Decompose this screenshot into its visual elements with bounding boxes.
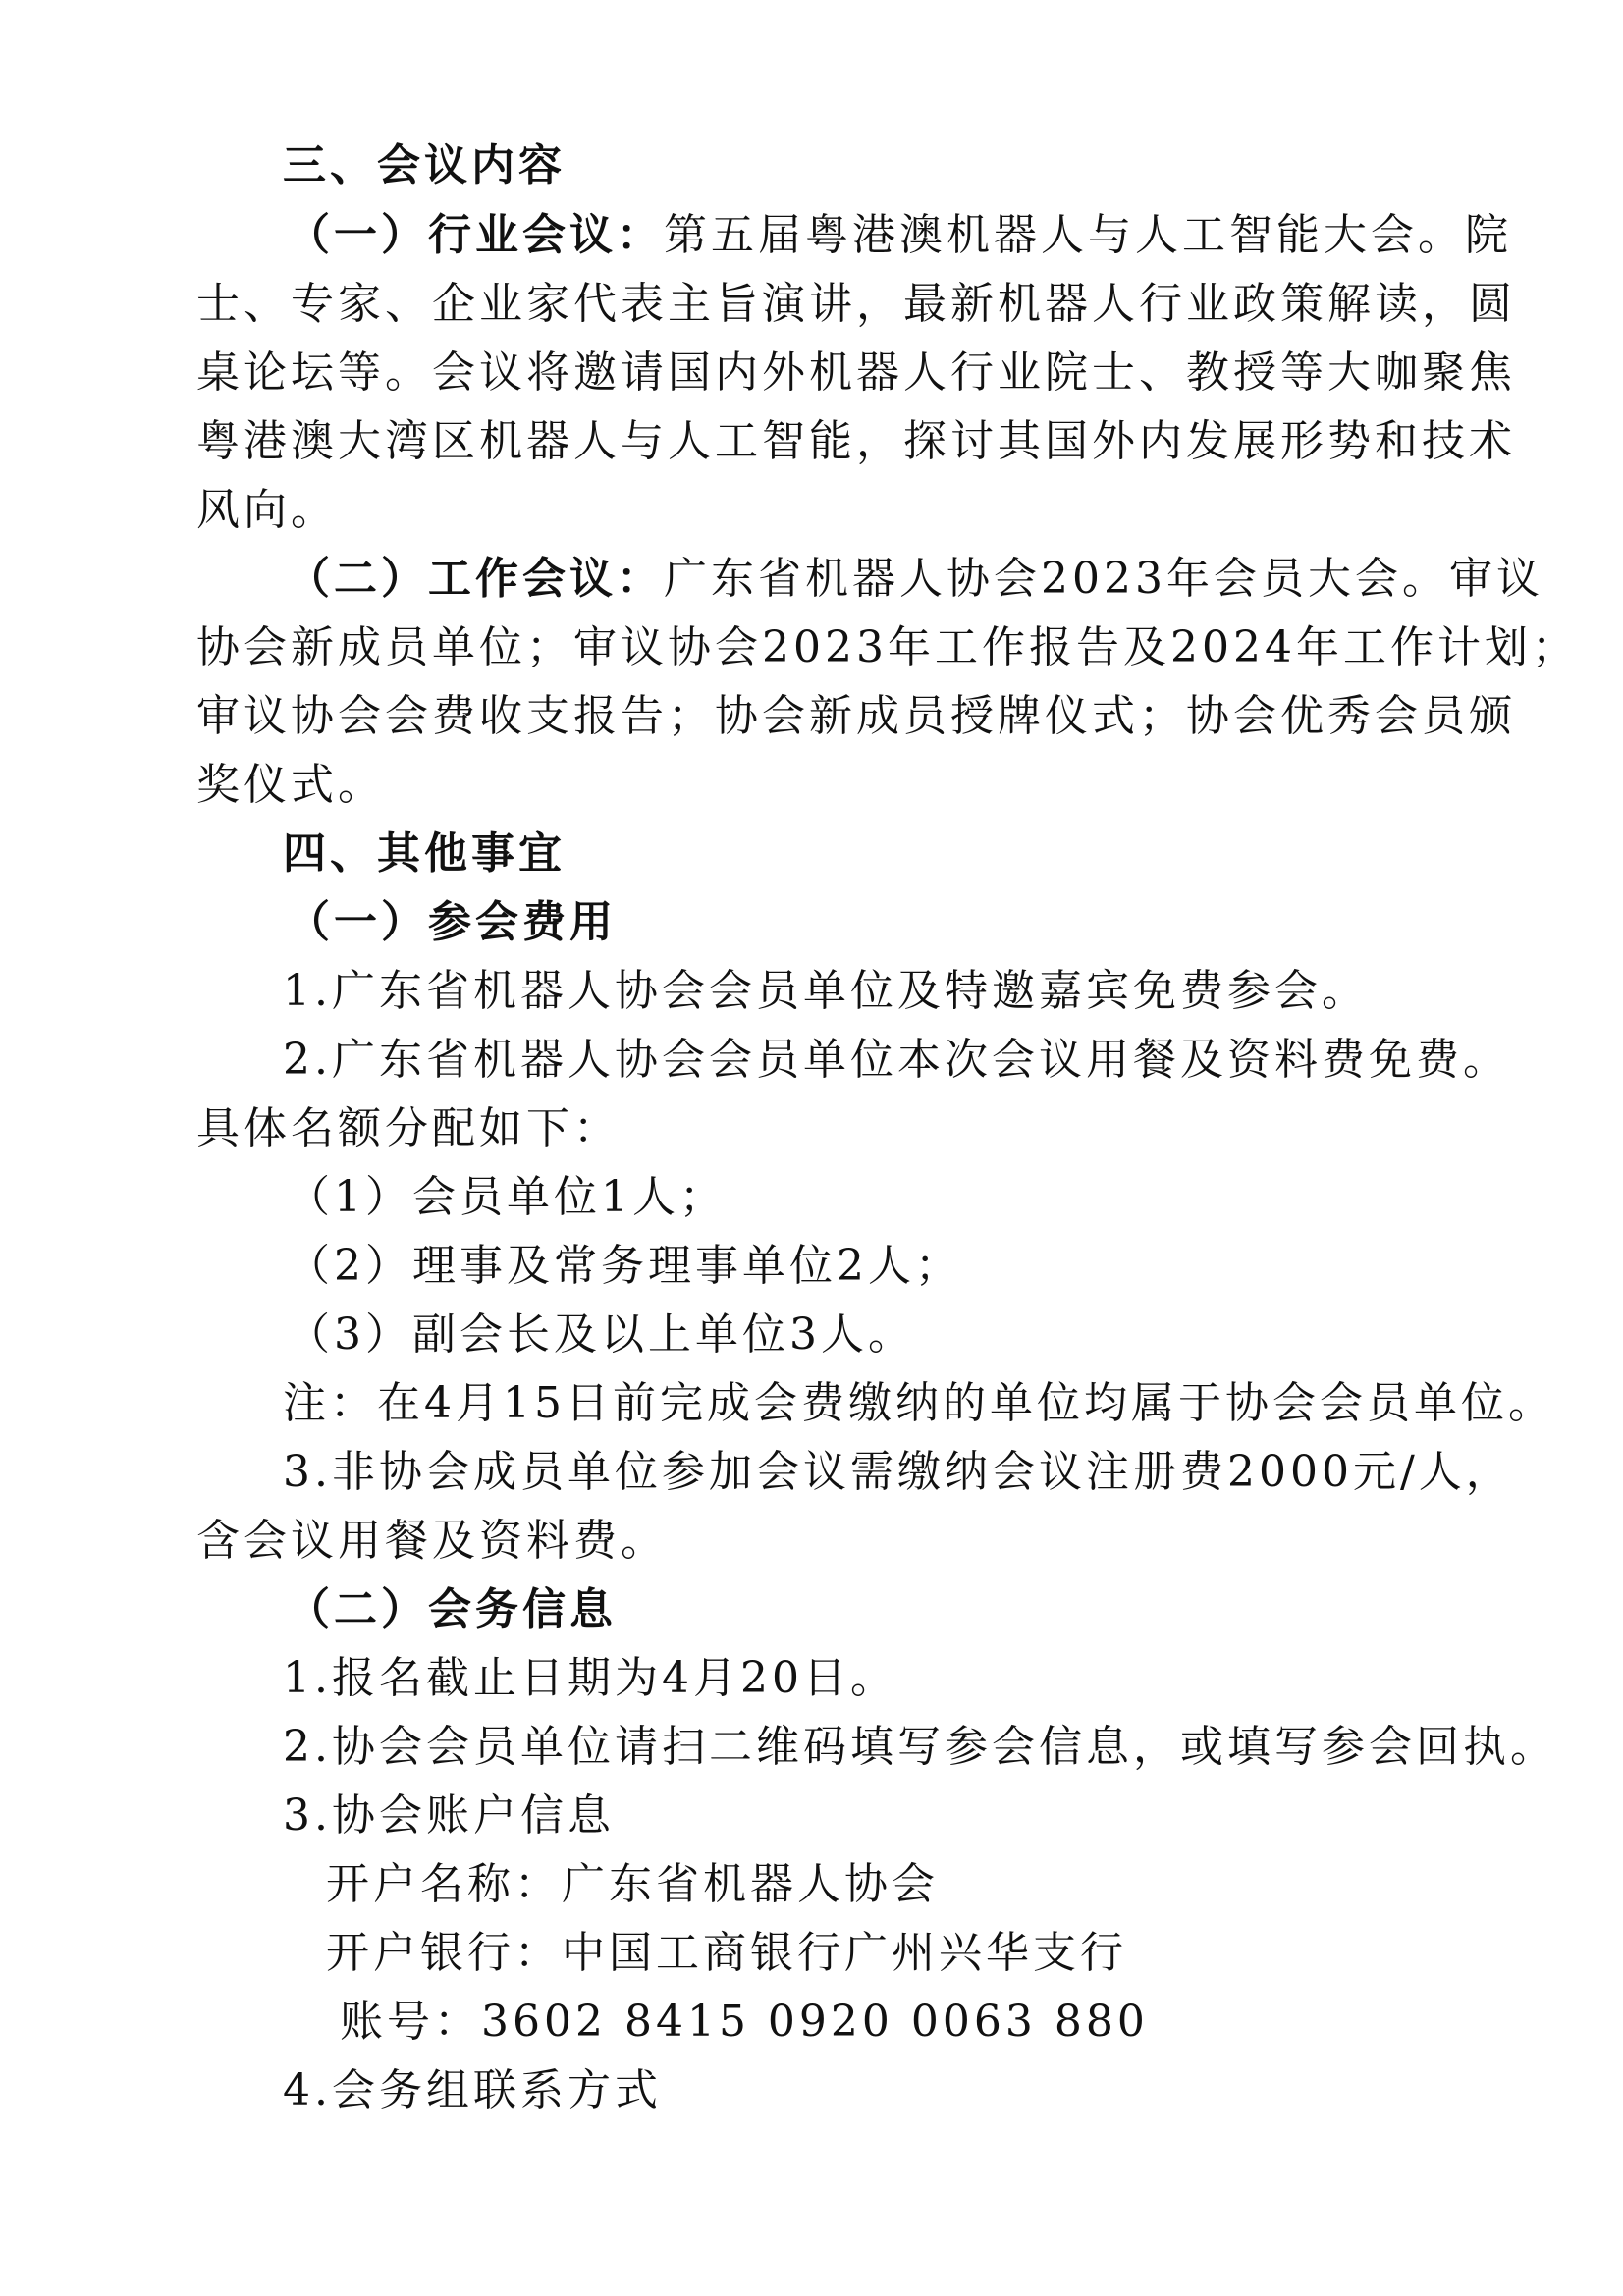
s4-fees-item-1: 1.广东省机器人协会会员单位及特邀嘉宾免费参会。 xyxy=(283,966,1369,1016)
s3-p1-label: （一）行业会议： xyxy=(287,210,664,260)
s4-fees-item-3-line-1: 3.非协会成员单位参加会议需缴纳会议注册费2000元/人， xyxy=(283,1447,1513,1497)
s3-p2-line-4: 奖仪式。 xyxy=(196,760,385,810)
section-3-heading: 三、会议内容 xyxy=(283,140,566,190)
s4-info-item-2: 2.协会会员单位请扫二维码填写参会信息，或填写参会回执。 xyxy=(283,1722,1557,1772)
s4-fees-item-2-line-2: 具体名额分配如下： xyxy=(196,1103,621,1153)
s4-fees-note: 注：在4月15日前完成会费缴纳的单位均属于协会会员单位。 xyxy=(283,1378,1555,1428)
s3-p1-line-5: 风向。 xyxy=(196,485,338,535)
s3-p1-line-2: 士、专家、企业家代表主旨演讲，最新机器人行业政策解读，圆 xyxy=(196,279,1516,329)
s4-fees-quota-2: （2）理事及常务理事单位2人； xyxy=(287,1241,962,1291)
s3-p2-line-1 xyxy=(287,552,1543,607)
s3-p2-text-1: 广东省机器人协会2023年会员大会。审议 xyxy=(664,554,1543,604)
s4-fees-item-2-line-1: 2.广东省机器人协会会员单位本次会议用餐及资料费免费。 xyxy=(283,1035,1510,1085)
account-bank: 开户银行：中国工商银行广州兴华支行 xyxy=(326,1928,1127,1978)
s4-fees-heading: （一）参会费用 xyxy=(287,897,617,947)
s4-fees-quota-1: （1）会员单位1人； xyxy=(287,1172,727,1222)
s3-p1-line-3: 桌论坛等。会议将邀请国内外机器人行业院士、教授等大咖聚焦 xyxy=(196,347,1516,398)
account-number: 账号：3602 8415 0920 0063 880 xyxy=(340,1997,1149,2047)
s3-p2-line-3: 审议协会会费收支报告；协会新成员授牌仪式；协会优秀会员颁 xyxy=(196,691,1516,741)
account-name: 开户名称：广东省机器人协会 xyxy=(326,1859,939,1909)
s3-p1-line-4: 粤港澳大湾区机器人与人工智能，探讨其国外内发展形势和技术 xyxy=(196,416,1516,466)
s4-info-item-1: 1.报名截止日期为4月20日。 xyxy=(283,1653,897,1703)
s3-p1-line-1 xyxy=(287,208,1512,263)
section-4-heading: 四、其他事宜 xyxy=(283,828,566,879)
s4-fees-quota-3: （3）副会长及以上单位3人。 xyxy=(287,1309,915,1360)
s3-p2-label: （二）工作会议： xyxy=(287,554,664,604)
s3-p2-line-2: 协会新成员单位；审议协会2023年工作报告及2024年工作计划； xyxy=(196,622,1579,672)
s3-p1-text-1: 第五届粤港澳机器人与人工智能大会。院 xyxy=(664,210,1512,260)
s4-info-item-3: 3.协会账户信息 xyxy=(283,1790,615,1841)
s4-fees-item-3-line-2: 含会议用餐及资料费。 xyxy=(196,1516,668,1566)
s4-info-item-4: 4.会务组联系方式 xyxy=(283,2065,662,2115)
s4-info-heading: （二）会务信息 xyxy=(287,1584,617,1634)
